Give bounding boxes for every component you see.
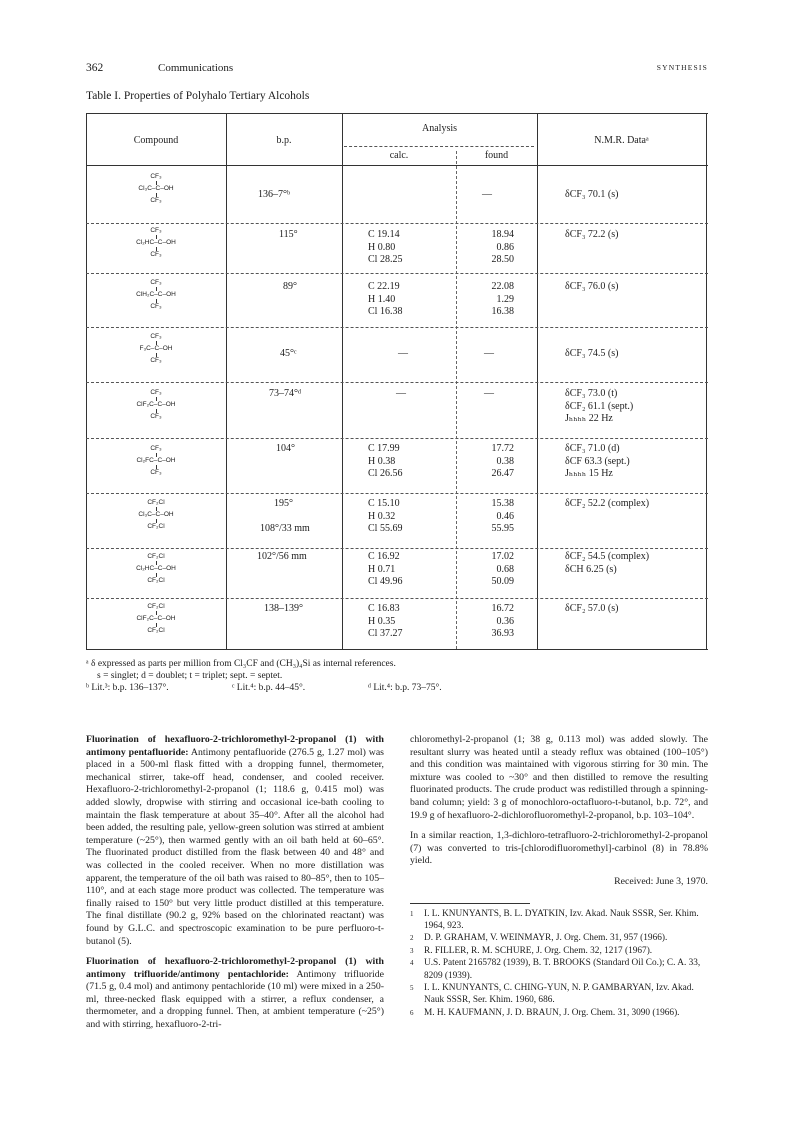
- footnote-a-2: s = singlet; d = doublet; t = triplet; sept. = septet.: [97, 671, 283, 681]
- col-header-bp: b.p.: [276, 135, 292, 146]
- row-rule: [86, 598, 708, 599]
- nmr-line: δCF₃ 73.0 (t): [565, 388, 618, 399]
- found-line: 28.50: [491, 254, 514, 265]
- paragraph-text: chloromethyl-2-propanol (1; 38 g, 0.113 mol) was added slowly. The resultant slurry was heated until a steady reflux was obtained (100–105°) and this condition was maintained with vigorous stirring for 30 min. The mixture was cooled to ~30° and then distilled to remove the resulting fluorinated products. The crude product was redistilled through a spinning-band column; yield: 3 g of monochloro-octafluoro-t-butanol, b.p. 72°, and 19.9 g of hexafluoro-2-dichlorofluoromethyl-2-propanol, b.p. 103–104°.: [410, 734, 708, 821]
- paragraph: [86, 734, 384, 948]
- struct-center: C–OH: [157, 565, 176, 572]
- struct-center: C–OH: [155, 511, 174, 518]
- struct-bottom: CF₂Cl: [147, 577, 165, 584]
- struct-bottom: CF₃: [150, 251, 162, 258]
- paragraph-text: In a similar reaction, 1,3-dichloro-tetrafluoro-2-trichloromethyl-2-propanol (7) was converted to tris-[chlorodifluoromethyl]-carbinol (8) in 78.8% yield.: [410, 830, 708, 867]
- nmr-line: δCH 6.25 (s): [565, 563, 617, 575]
- calc-line: C 17.99: [368, 443, 400, 454]
- struct-top: CF₃: [150, 333, 162, 340]
- struct-left: F₃C–: [139, 345, 155, 352]
- found-value: —: [482, 189, 492, 200]
- calc-line: C 16.83: [368, 603, 400, 614]
- nmr-value: δCF₃ 76.0 (s): [565, 281, 619, 292]
- found-value: [480, 443, 514, 481]
- struct-top: CF₂Cl: [147, 553, 165, 560]
- found-line: 17.02: [491, 551, 514, 562]
- reference-number: 4: [410, 959, 414, 968]
- struct-top: CF₃: [150, 445, 162, 452]
- calc-line: H 0.38: [368, 455, 396, 467]
- calc-line: Cl 16.38: [368, 306, 403, 317]
- paragraph-heading: Fluorination of hexafluoro-2-trichloromethyl-2-propanol (1) with antimony pentafluoride:: [86, 734, 384, 758]
- col-header-analysis: Analysis: [422, 123, 457, 134]
- bp-value: 136–7°ᵇ: [258, 189, 291, 200]
- calc-line: Cl 49.96: [368, 576, 403, 587]
- bp-value: 102°/56 mm: [257, 551, 307, 562]
- found-value: [480, 281, 514, 319]
- calc-value: [368, 551, 402, 589]
- paragraph-heading: Fluorination of hexafluoro-2-trichloromethyl-2-propanol (1) with antimony trifluoride/antimony pentachloride:: [86, 956, 384, 980]
- struct-top: CF₃: [150, 279, 162, 286]
- struct-top: CF₂Cl: [147, 499, 165, 506]
- found-line: 0.46: [496, 510, 514, 522]
- found-line: 50.09: [491, 576, 514, 587]
- bp-value: 138–139°: [264, 603, 303, 614]
- calc-line: Cl 26.56: [368, 468, 403, 479]
- compound-structure: [116, 445, 196, 477]
- struct-left: ClF₂C–: [136, 615, 158, 622]
- compound-structure: [116, 553, 196, 585]
- calc-value: [368, 603, 402, 641]
- found-value: [480, 229, 514, 267]
- struct-bottom: CF₃: [150, 469, 162, 476]
- found-line: 0.36: [496, 615, 514, 627]
- found-line: 16.72: [491, 603, 514, 614]
- col-line: [456, 151, 457, 649]
- nmr-value: [565, 443, 630, 481]
- calc-line: C 22.19: [368, 281, 400, 292]
- col-line: [226, 113, 227, 649]
- calc-value: [368, 229, 402, 267]
- struct-center: C–OH: [157, 457, 176, 464]
- bp-value: 73–74°ᵈ: [269, 388, 302, 399]
- compound-structure: [116, 173, 196, 205]
- found-value: [480, 498, 514, 536]
- nmr-value: δCF₂ 57.0 (s): [565, 603, 619, 614]
- struct-bottom: CF₃: [150, 357, 162, 364]
- calc-line: H 1.40: [368, 293, 396, 305]
- bp-value: 104°: [276, 443, 295, 454]
- found-line: 1.29: [496, 293, 514, 305]
- reference-text: I. L. KNUNYANTS, C. CHING-YUN, N. P. GAMBARYAN, Izv. Akad. Nauk SSSR, Ser. Khim. 1960, 686.: [424, 982, 694, 1006]
- calc-line: Cl 37.27: [368, 628, 403, 639]
- struct-bottom: CF₃: [150, 413, 162, 420]
- reference-text: D. P. GRAHAM, V. WEINMAYR, J. Org. Chem. 31, 957 (1966).: [424, 933, 668, 944]
- calc-value: —: [396, 388, 406, 399]
- found-line: 15.38: [491, 498, 514, 509]
- table-header-rule: [86, 165, 708, 166]
- table-bottom-rule: [86, 649, 708, 650]
- row-rule: [86, 327, 708, 328]
- calc-value: —: [398, 348, 408, 359]
- struct-top: CF₃: [150, 389, 162, 396]
- nmr-value: [565, 388, 633, 426]
- nmr-line: δCF₂ 54.5 (complex): [565, 551, 650, 562]
- found-line: 17.72: [491, 443, 514, 454]
- calc-line: H 0.71: [368, 563, 396, 575]
- compound-structure: [116, 279, 196, 311]
- reference-item: [410, 1007, 708, 1019]
- found-line: 55.95: [491, 523, 514, 534]
- bp-value-2: 108°/33 mm: [260, 523, 310, 534]
- bp-value: 45°ᶜ: [280, 348, 297, 359]
- col-line: [537, 113, 538, 649]
- found-line: 22.08: [491, 281, 514, 292]
- struct-left: Cl₃C–: [138, 185, 156, 192]
- nmr-value: δCF₃ 70.1 (s): [565, 189, 619, 200]
- struct-left: ClH₂C–: [136, 291, 158, 298]
- struct-center: C–OH: [157, 239, 176, 246]
- reference-item: [410, 908, 708, 933]
- calc-value: [368, 281, 402, 319]
- table-caption: Table I. Properties of Polyhalo Tertiary Alcohols: [86, 90, 310, 102]
- compound-structure: [116, 499, 196, 531]
- reference-number: 3: [410, 946, 414, 955]
- table-top-rule: [86, 113, 708, 114]
- struct-left: ClF₂C–: [136, 401, 158, 408]
- found-value: [480, 603, 514, 641]
- body-column-left: [86, 734, 384, 1032]
- reference-item: [410, 945, 708, 957]
- row-rule: [86, 382, 708, 383]
- calc-line: C 15.10: [368, 498, 400, 509]
- calc-line: C 19.14: [368, 229, 400, 240]
- nmr-value: δCF₃ 74.5 (s): [565, 348, 619, 359]
- col-header-found: found: [484, 150, 509, 161]
- calc-line: Cl 55.69: [368, 523, 403, 534]
- found-value: —: [484, 348, 494, 359]
- compound-structure: [116, 603, 196, 635]
- struct-top: CF₂Cl: [147, 603, 165, 610]
- calc-line: H 0.35: [368, 615, 396, 627]
- calc-value: [368, 498, 402, 536]
- struct-center: C–OH: [154, 345, 173, 352]
- struct-center: C–OH: [157, 291, 176, 298]
- struct-bottom: CF₂Cl: [147, 627, 165, 634]
- compound-structure: [116, 333, 196, 365]
- nmr-line: δCF₂ 61.1 (sept.): [565, 400, 634, 412]
- col-header-nmr: N.M.R. Dataᵃ: [594, 135, 649, 146]
- struct-center: C–OH: [157, 401, 176, 408]
- nmr-line: δCF 63.3 (sept.): [565, 455, 630, 467]
- struct-left: Cl₂FC–: [136, 457, 158, 464]
- row-rule: [86, 493, 708, 494]
- paragraph: [86, 956, 384, 1032]
- nmr-value: δCF₂ 52.2 (complex): [565, 498, 650, 509]
- compound-structure: [116, 227, 196, 259]
- received-date: Received: June 3, 1970.: [614, 875, 708, 887]
- compound-structure: [116, 389, 196, 421]
- body-column-right: [410, 734, 708, 1019]
- found-line: 36.93: [491, 628, 514, 639]
- calc-line: C 16.92: [368, 551, 400, 562]
- reference-text: U.S. Patent 2165782 (1939), B. T. BROOKS (Standard Oil Co.); C. A. 33, 8209 (1939).: [424, 958, 701, 981]
- footnote-a: ᵃ δ expressed as parts per million from Cl₃CF and (CH₃)₄Si as internal references.: [86, 659, 396, 669]
- nmr-value: [565, 551, 649, 576]
- reference-number: 1: [410, 909, 414, 918]
- analysis-rule: [344, 146, 534, 147]
- bp-value: 115°: [279, 229, 298, 240]
- section-title: Communications: [158, 62, 234, 74]
- reference-item: [410, 932, 708, 944]
- calc-line: H 0.32: [368, 510, 396, 522]
- reference-text: R. FILLER, R. M. SCHURE, J. Org. Chem. 32, 1217 (1967).: [424, 945, 653, 956]
- col-line: [342, 113, 343, 649]
- found-value: [480, 551, 514, 589]
- bp-value: 195°: [274, 498, 293, 509]
- reference-item: [410, 982, 708, 1007]
- row-rule: [86, 438, 708, 439]
- footnote-c: ᶜ Lit.⁴: b.p. 44–45°.: [232, 683, 306, 693]
- page-number: 362: [86, 62, 104, 74]
- found-line: 0.68: [496, 563, 514, 575]
- nmr-line: δCF₃ 71.0 (d): [565, 443, 620, 454]
- struct-left: Cl₂HC–: [136, 239, 158, 246]
- struct-bottom: CF₂Cl: [147, 523, 165, 530]
- col-header-calc: calc.: [389, 150, 409, 161]
- calc-value: [368, 443, 402, 481]
- calc-line: Cl 28.25: [368, 254, 403, 265]
- calc-line: H 0.80: [368, 241, 396, 253]
- nmr-line: Jₕₕₕₕ 22 Hz: [565, 413, 613, 424]
- paragraph-text: Antimony trifluoride (71.5 g, 0.4 mol) and antimony pentachloride (10 ml) were mixed in a 250-ml, three-necked flask equipped with a stirrer, a reflux condenser, a thermometer, and a dropping funnel. Then, at ambient temperature (~25°) and with stirring, hexafluoro-2-tri-: [86, 968, 384, 1031]
- found-line: 26.47: [491, 468, 514, 479]
- bp-value: 89°: [283, 281, 297, 292]
- found-value: —: [484, 388, 494, 399]
- row-rule: [86, 223, 708, 224]
- reference-number: 2: [410, 934, 414, 943]
- struct-top: CF₃: [150, 173, 162, 180]
- page-header: [86, 62, 708, 78]
- struct-bottom: CF₃: [150, 197, 162, 204]
- struct-center: C–OH: [157, 615, 176, 622]
- paragraph-text: Antimony pentafluoride (276.5 g, 1.27 mol) was placed in a 500-ml flask fitted with a dropping funnel, thermometer, mechanical stirrer, take-off head, condenser, and cooled receiver. Hexafluoro-2-trichloromethyl-2-propanol (1; 118.6 g, 0.415 mol) was added slowly, dropwise with stirring and occasional ice-bath cooling to maintain the flask temperature at about 35–40°. After all the alcohol had been added, the resulting pale, yellow-green solution was stirred at ambient temperature (~25°), then warmed gently with an oil bath held at 60–65°. The fluorinated product distilled from the flask between 40 and 48° and was collected in the cooled receiver. When no more distillation was apparent, the temperature of the oil bath was raised to 80–85°, then to 105–110°, and at each stage more product was collected. The temperature was finally raised to 150° but very little product distilled at this temperature. The final distillate (90.2 g, 92% based on the chlorinated reactant) was found by G.L.C. and spectroscopic examination to be pure perfluoro-t-butanol (5).: [86, 746, 384, 947]
- struct-left: Cl₂HC–: [136, 565, 158, 572]
- reference-text: M. H. KAUFMANN, J. D. BRAUN, J. Org. Chem. 31, 3090 (1966).: [424, 1007, 680, 1018]
- col-line: [86, 113, 87, 649]
- found-line: 0.86: [496, 241, 514, 253]
- journal-name: SYNTHESIS: [656, 63, 708, 72]
- references-list: [410, 908, 708, 1020]
- struct-center: C–OH: [155, 185, 174, 192]
- nmr-value: δCF₃ 72.2 (s): [565, 229, 619, 240]
- found-line: 18.94: [491, 229, 514, 240]
- struct-bottom: CF₃: [150, 303, 162, 310]
- col-line: [706, 113, 707, 649]
- col-header-compound: Compound: [133, 135, 179, 146]
- reference-number: 6: [410, 1008, 414, 1017]
- nmr-line: Jₕₕₕₕ 15 Hz: [565, 468, 613, 479]
- row-rule: [86, 273, 708, 274]
- footnote-d: ᵈ Lit.⁴: b.p. 73–75°.: [368, 683, 442, 693]
- found-line: 0.38: [496, 455, 514, 467]
- found-line: 16.38: [491, 306, 514, 317]
- reference-item: [410, 957, 708, 982]
- struct-top: CF₃: [150, 227, 162, 234]
- reference-number: 5: [410, 983, 414, 992]
- properties-table: [86, 113, 708, 650]
- struct-left: Cl₃C–: [138, 511, 156, 518]
- footnote-b: ᵇ Lit.³: b.p. 136–137°.: [86, 683, 169, 693]
- reference-text: I. L. KNUNYANTS, B. L. DYATKIN, Izv. Akad. Nauk SSSR, Ser. Khim. 1964, 923.: [424, 908, 699, 931]
- row-rule: [86, 548, 708, 549]
